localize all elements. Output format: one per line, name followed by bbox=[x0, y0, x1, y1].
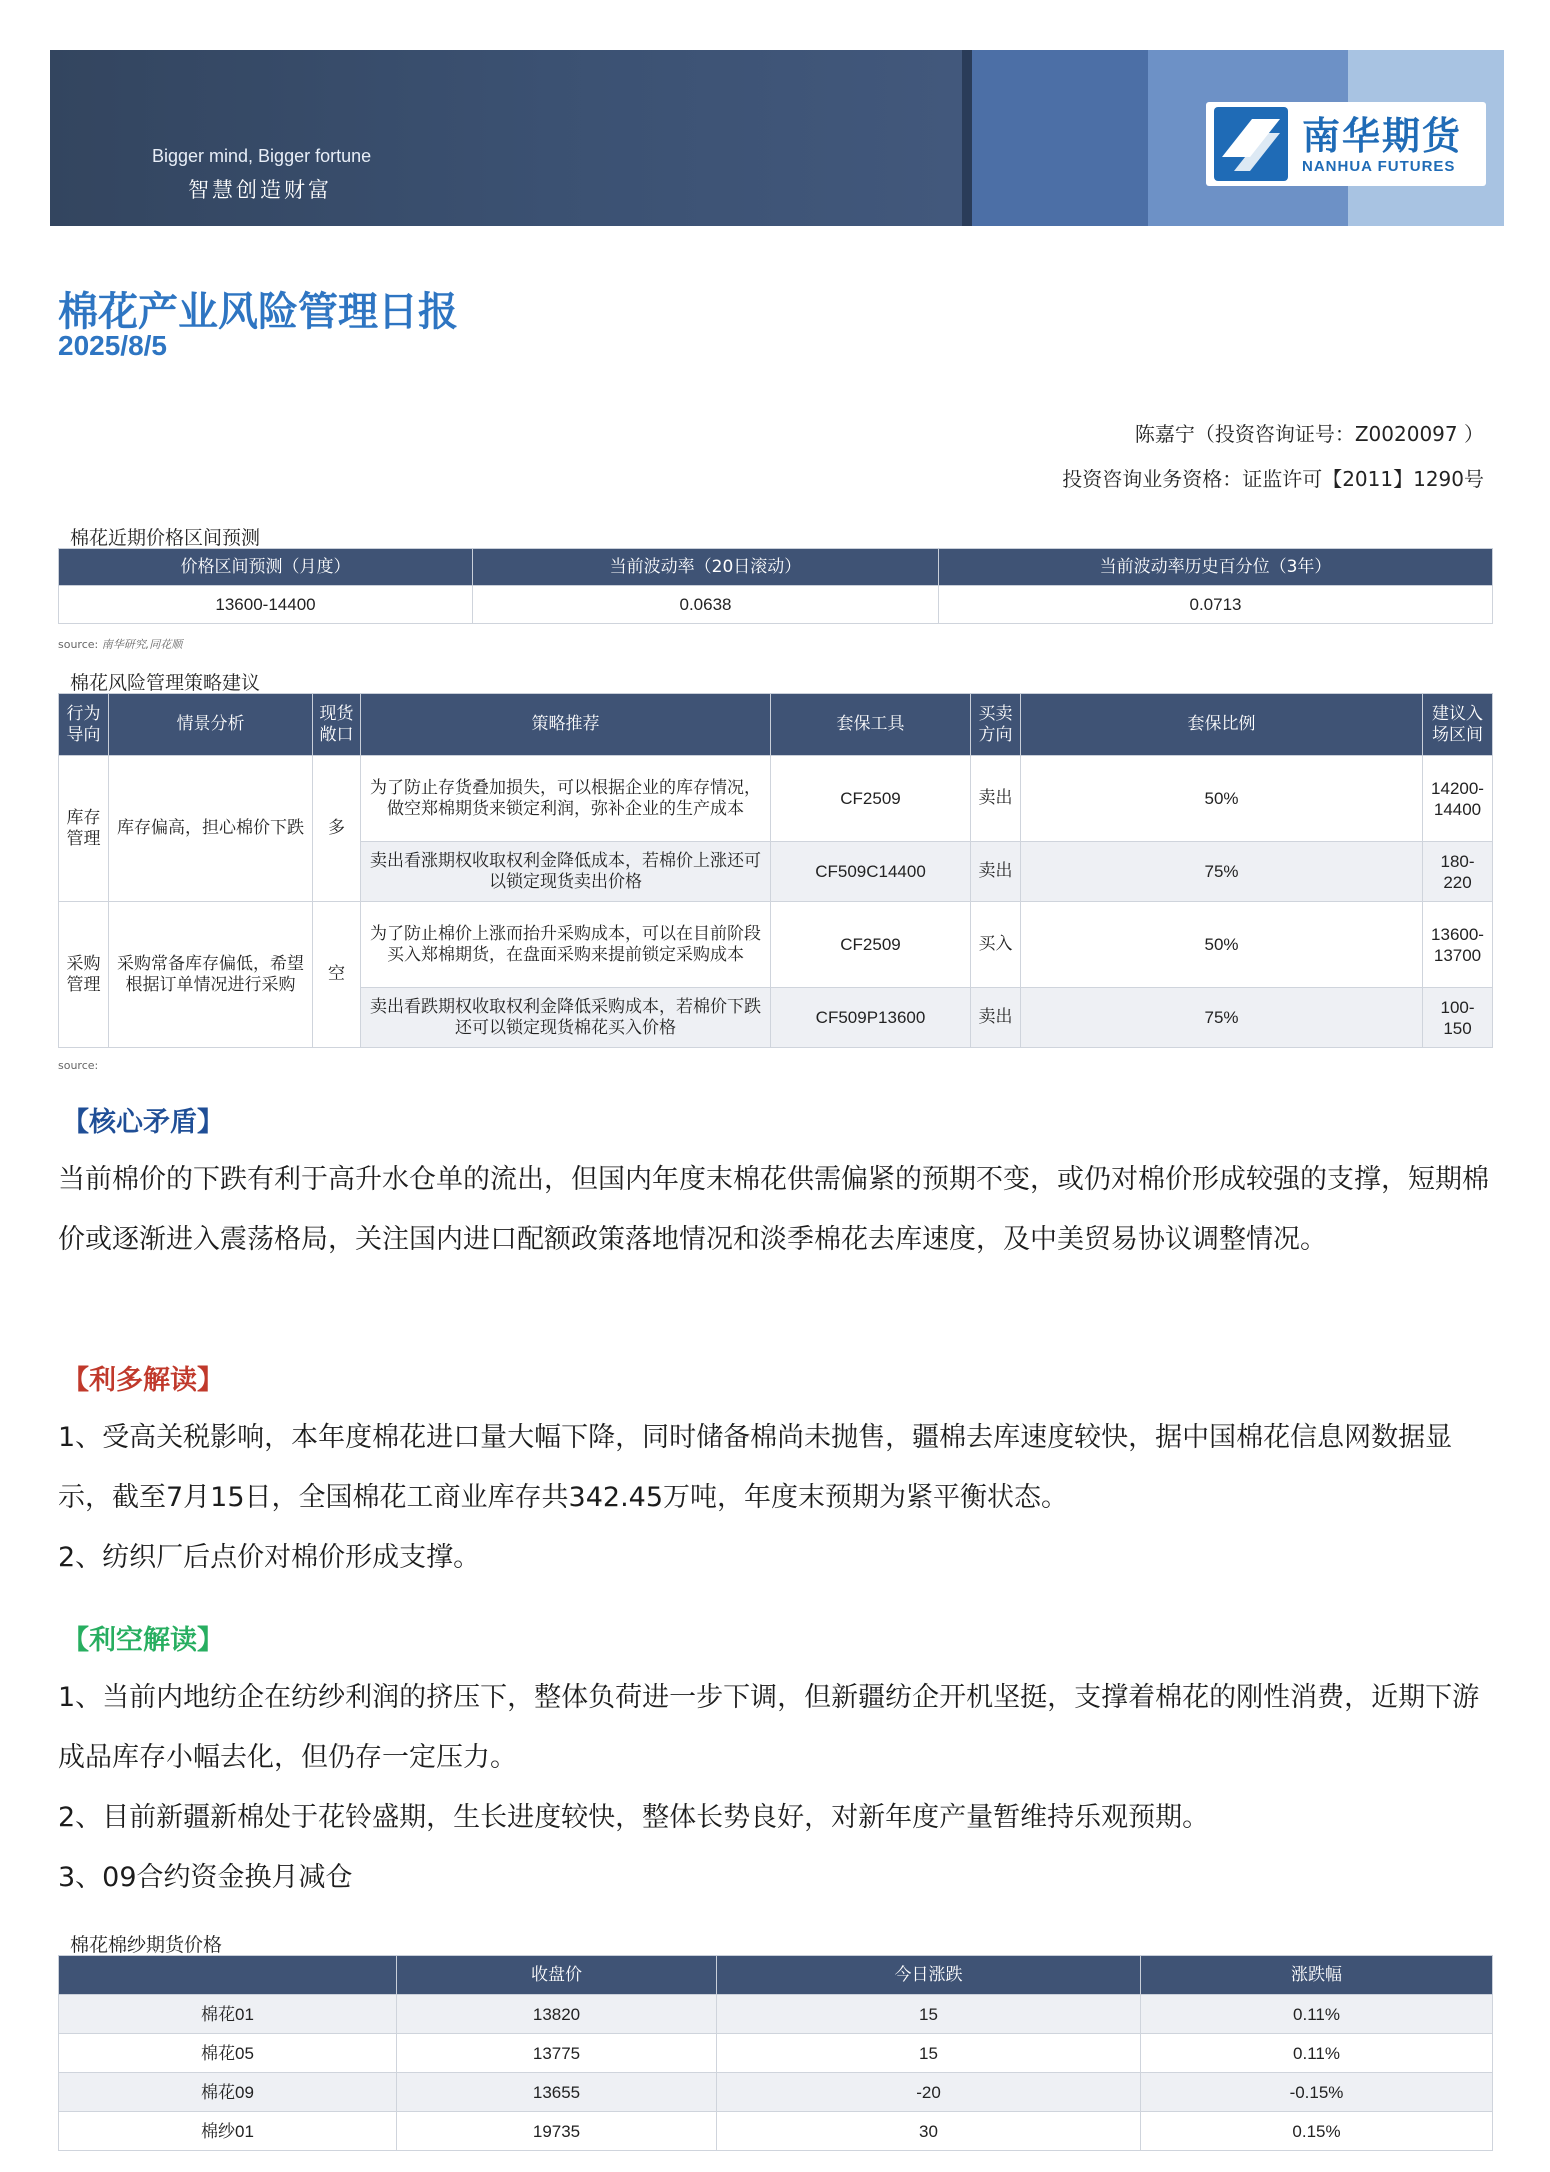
tool-cell: CF509P13600 bbox=[771, 988, 971, 1048]
bearish-heading: 【利空解读】 bbox=[62, 1625, 224, 1656]
column-header: 建议入场区间 bbox=[1423, 694, 1493, 756]
table-row bbox=[59, 1995, 1493, 2034]
column-header: 买卖方向 bbox=[971, 694, 1021, 756]
table-header-row bbox=[59, 694, 1493, 756]
close-cell: 13775 bbox=[397, 2034, 717, 2073]
orientation-cell: 采购管理 bbox=[59, 902, 109, 1048]
ratio-cell: 75% bbox=[1021, 988, 1423, 1048]
range-cell: 14200-14400 bbox=[1423, 756, 1493, 842]
slogan-english: Bigger mind, Bigger fortune bbox=[152, 146, 372, 166]
table-row bbox=[59, 2112, 1493, 2151]
change-cell: -20 bbox=[717, 2073, 1141, 2112]
table-row bbox=[59, 2034, 1493, 2073]
table-header-row bbox=[59, 1956, 1493, 1995]
core-paragraph: 当前棉价的下跌有利于高升水仓单的流出，但国内年度末棉花供需偏紧的预期不变，或仍对棉价形成较强的支撑，短期棉价或逐渐进入震荡格局，关注国内进口配额政策落地情况和淡季棉花去库速度，及中美贸易协议调整情况。 bbox=[58, 1164, 1489, 1255]
source-label: source: bbox=[58, 638, 99, 651]
pct-cell: -0.15% bbox=[1141, 2073, 1493, 2112]
core-heading: 【核心矛盾】 bbox=[62, 1107, 224, 1138]
scenario-cell: 采购常备库存偏低，希望根据订单情况进行采购 bbox=[109, 902, 313, 1048]
banner-panel-dark bbox=[50, 50, 962, 226]
contract-cell: 棉花09 bbox=[59, 2073, 397, 2112]
exposure-cell: 多 bbox=[313, 756, 361, 902]
direction-cell: 卖出 bbox=[971, 988, 1021, 1048]
bullish-heading: 【利多解读】 bbox=[62, 1365, 224, 1396]
banner-divider bbox=[962, 50, 972, 226]
column-header: 价格区间预测（月度） bbox=[59, 549, 473, 586]
range-cell: 180-220 bbox=[1423, 842, 1493, 902]
table-row bbox=[59, 902, 1493, 988]
change-cell: 15 bbox=[717, 2034, 1141, 2073]
nanhua-logo-icon bbox=[1212, 105, 1290, 183]
price-range-table bbox=[58, 548, 1493, 624]
logo-name-cn: 南华期货 bbox=[1302, 113, 1463, 158]
ratio-cell: 50% bbox=[1021, 756, 1423, 842]
bearish-item: 1、当前内地纺企在纺纱利润的挤压下，整体负荷进一步下调，但新疆纺企开机坚挺，支撑着棉花的刚性消费，近期下游成品库存小幅去化，但仍存一定压力。 bbox=[58, 1682, 1480, 1773]
table-row bbox=[59, 586, 1493, 624]
column-header: 现货敞口 bbox=[313, 694, 361, 756]
strategy-cell: 为了防止存货叠加损失，可以根据企业的库存情况，做空郑棉期货来锁定利润，弥补企业的生产成本 bbox=[361, 756, 771, 842]
column-header: 当前波动率（20日滚动） bbox=[473, 549, 939, 586]
source-value: 南华研究,同花顺 bbox=[101, 638, 183, 651]
futures-caption: 棉花棉纱期货价格 bbox=[70, 1934, 223, 1956]
direction-cell: 卖出 bbox=[971, 756, 1021, 842]
ratio-cell: 75% bbox=[1021, 842, 1423, 902]
column-header: 行为导向 bbox=[59, 694, 109, 756]
futures-price-table bbox=[58, 1955, 1493, 2151]
scenario-cell: 库存偏高，担心棉价下跌 bbox=[109, 756, 313, 902]
change-cell: 15 bbox=[717, 1995, 1141, 2034]
table-row bbox=[59, 756, 1493, 842]
pct-cell: 0.11% bbox=[1141, 2034, 1493, 2073]
source-note bbox=[58, 636, 182, 652]
direction-cell: 买入 bbox=[971, 902, 1021, 988]
strategy-caption: 棉花风险管理策略建议 bbox=[70, 672, 261, 694]
license-line: 投资咨询业务资格：证监许可【2011】1290号 bbox=[1062, 467, 1484, 491]
direction-cell: 卖出 bbox=[971, 842, 1021, 902]
slogan-chinese: 智慧创造财富 bbox=[188, 178, 332, 202]
ratio-cell: 50% bbox=[1021, 902, 1423, 988]
contract-cell: 棉纱01 bbox=[59, 2112, 397, 2151]
column-header bbox=[59, 1956, 397, 1995]
header-banner bbox=[50, 50, 1504, 226]
strategy-cell: 为了防止棉价上涨而抬升采购成本，可以在目前阶段买入郑棉期货，在盘面采购来提前锁定采购成本 bbox=[361, 902, 771, 988]
table-cell: 0.0713 bbox=[939, 586, 1493, 624]
exposure-cell: 空 bbox=[313, 902, 361, 1048]
table-cell: 13600-14400 bbox=[59, 586, 473, 624]
source-label: source: bbox=[58, 1059, 99, 1072]
strategy-table bbox=[58, 693, 1493, 1048]
close-cell: 13655 bbox=[397, 2073, 717, 2112]
table-cell: 0.0638 bbox=[473, 586, 939, 624]
strategy-cell: 卖出看涨期权收取权利金降低成本，若棉价上涨还可以锁定现货卖出价格 bbox=[361, 842, 771, 902]
strategy-cell: 卖出看跌期权收取权利金降低采购成本，若棉价下跌还可以锁定现货棉花买入价格 bbox=[361, 988, 771, 1048]
tool-cell: CF2509 bbox=[771, 756, 971, 842]
price-range-caption: 棉花近期价格区间预测 bbox=[70, 527, 261, 549]
banner-panel-mid bbox=[972, 50, 1148, 226]
tool-cell: CF509C14400 bbox=[771, 842, 971, 902]
bullish-item: 2、纺织厂后点价对棉价形成支撑。 bbox=[58, 1542, 481, 1573]
column-header: 涨跌幅 bbox=[1141, 1956, 1493, 1995]
column-header: 当前波动率历史百分位（3年） bbox=[939, 549, 1493, 586]
orientation-cell: 库存管理 bbox=[59, 756, 109, 902]
column-header: 今日涨跌 bbox=[717, 1956, 1141, 1995]
close-cell: 19735 bbox=[397, 2112, 717, 2151]
column-header: 套保比例 bbox=[1021, 694, 1423, 756]
tool-cell: CF2509 bbox=[771, 902, 971, 988]
author-line: 陈嘉宁（投资咨询证号：Z0020097 ） bbox=[1134, 422, 1484, 446]
range-cell: 100-150 bbox=[1423, 988, 1493, 1048]
pct-cell: 0.15% bbox=[1141, 2112, 1493, 2151]
contract-cell: 棉花05 bbox=[59, 2034, 397, 2073]
source-note bbox=[58, 1059, 98, 1072]
column-header: 情景分析 bbox=[109, 694, 313, 756]
close-cell: 13820 bbox=[397, 1995, 717, 2034]
bearish-item: 2、目前新疆新棉处于花铃盛期，生长进度较快，整体长势良好，对新年度产量暂维持乐观预期。 bbox=[58, 1802, 1210, 1833]
column-header: 策略推荐 bbox=[361, 694, 771, 756]
column-header: 套保工具 bbox=[771, 694, 971, 756]
column-header: 收盘价 bbox=[397, 1956, 717, 1995]
table-row bbox=[59, 2073, 1493, 2112]
range-cell: 13600-13700 bbox=[1423, 902, 1493, 988]
company-logo bbox=[1206, 102, 1486, 186]
table-header-row bbox=[59, 549, 1493, 586]
bullish-item: 1、受高关税影响，本年度棉花进口量大幅下降，同时储备棉尚未抛售，疆棉去库速度较快，据中国棉花信息网数据显示，截至7月15日，全国棉花工商业库存共342.45万吨，年度末预期为紧平衡状态。 bbox=[58, 1422, 1453, 1513]
report-date: 2025/8/5 bbox=[58, 330, 167, 361]
contract-cell: 棉花01 bbox=[59, 1995, 397, 2034]
bearish-item: 3、09合约资金换月减仓 bbox=[58, 1862, 353, 1893]
report-title: 棉花产业风险管理日报 bbox=[58, 289, 458, 335]
logo-name-en: NANHUA FUTURES bbox=[1302, 157, 1456, 175]
change-cell: 30 bbox=[717, 2112, 1141, 2151]
pct-cell: 0.11% bbox=[1141, 1995, 1493, 2034]
